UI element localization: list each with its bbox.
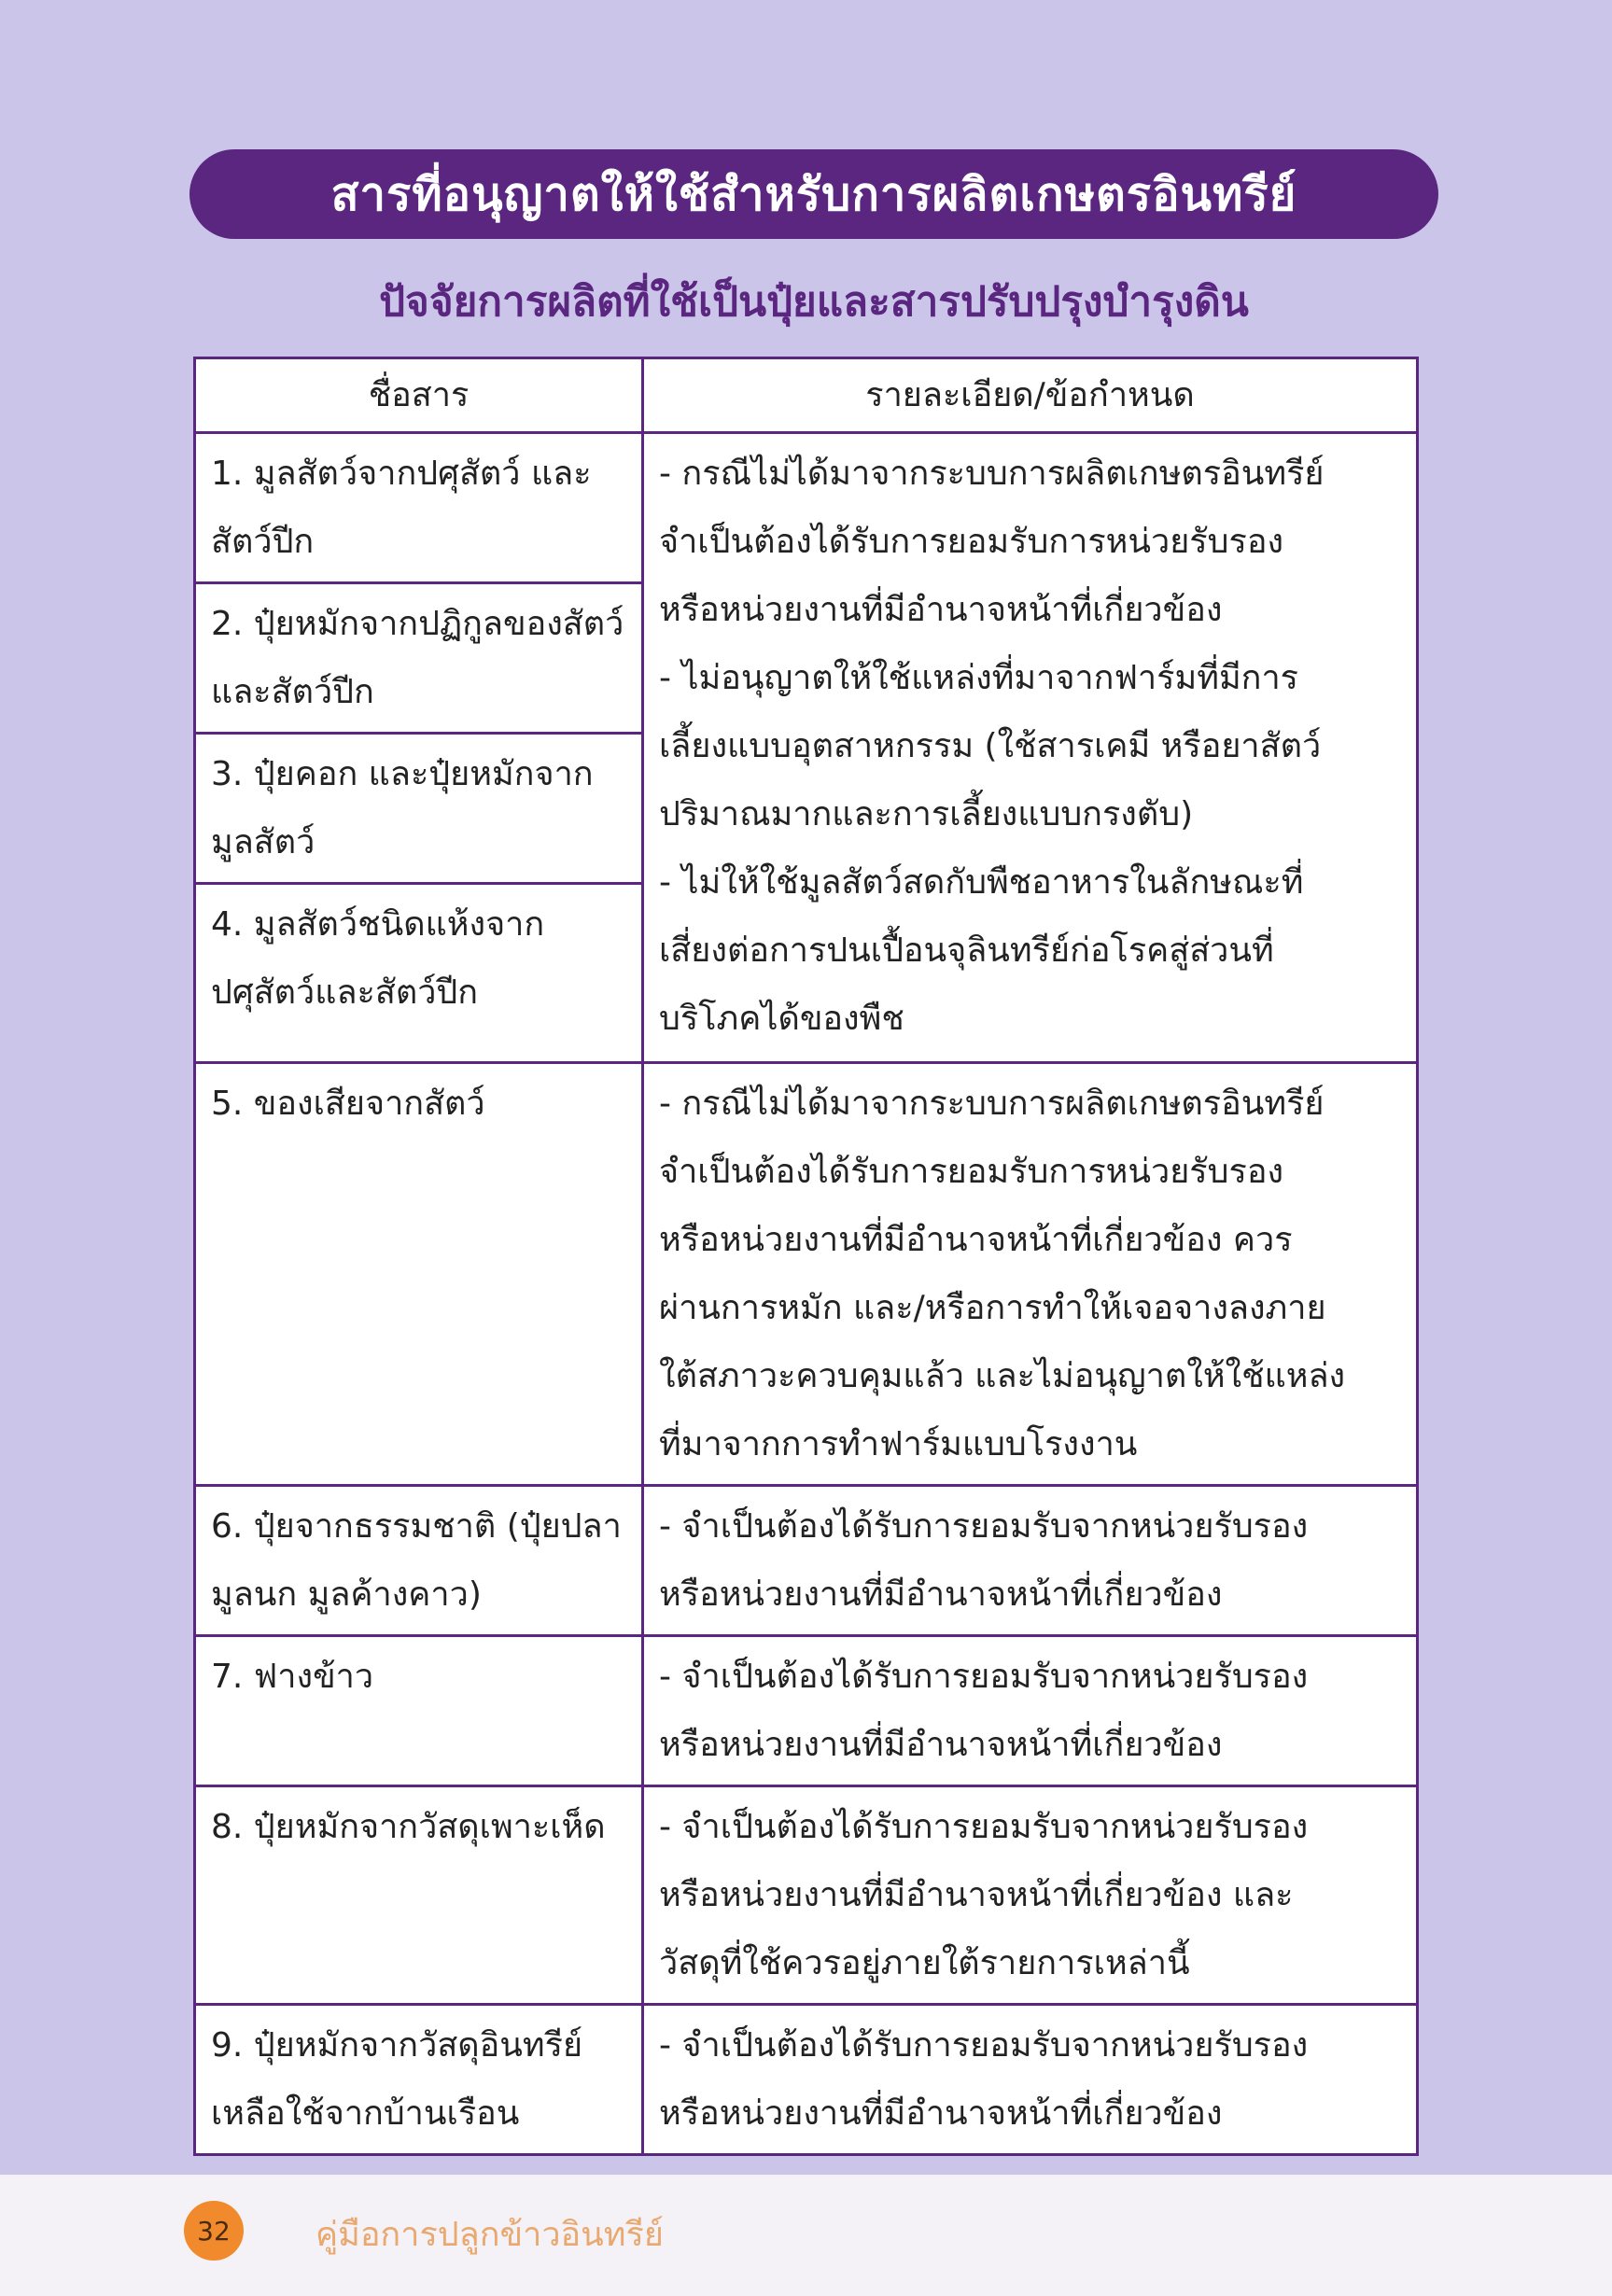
- detail-line: - ไม่ให้ใช้มูลสัตว์สดกับพืชอาหารในลักษณะที่: [659, 863, 1304, 902]
- page-number: 32: [197, 2215, 231, 2247]
- table-row: [195, 2005, 1418, 2155]
- detail-line: - จำเป็นต้องได้รับการยอมรับจากหน่วยรับรอง: [659, 1658, 1309, 1696]
- substance-name: 9. ปุ๋ยหมักจากวัสดุอินทรีย์เหลือใช้จากบ้านเรือน: [195, 2005, 643, 2155]
- table-row: [195, 1786, 1418, 2005]
- page-subtitle: ปัจจัยการผลิตที่ใช้เป็นปุ๋ยและสารปรับปรุงบำรุงดิน: [379, 278, 1249, 326]
- detail-line: - กรณีไม่ได้มาจากระบบการผลิตเกษตรอินทรีย์: [659, 1085, 1325, 1123]
- header-details: รายละเอียด/ข้อกำหนด: [643, 358, 1418, 433]
- page-number-badge: [184, 2201, 244, 2261]
- detail-line: เสี่ยงต่อการปนเปื้อนจุลินทรีย์ก่อโรคสู่ส่วนที่: [659, 931, 1274, 970]
- title-banner: [189, 149, 1438, 239]
- detail-line: หรือหน่วยงานที่มีอำนาจหน้าที่เกี่ยวข้อง ควร: [659, 1221, 1293, 1259]
- detail-line: - ไม่อนุญาตให้ใช้แหล่งที่มาจากฟาร์มที่มีการ: [659, 659, 1299, 697]
- substance-detail: [643, 2005, 1418, 2155]
- detail-line: - จำเป็นต้องได้รับการยอมรับจากหน่วยรับรอง: [659, 1808, 1309, 1846]
- detail-line: จำเป็นต้องได้รับการยอมรับการหน่วยรับรอง: [659, 523, 1284, 561]
- substance-name: 6. ปุ๋ยจากธรรมชาติ (ปุ๋ยปลา มูลนก มูลค้างคาว): [195, 1486, 643, 1636]
- book-title: คู่มือการปลูกข้าวอินทรีย์: [315, 2216, 664, 2254]
- substance-detail: [643, 433, 1418, 1063]
- substance-detail: [643, 1786, 1418, 2005]
- detail-line: ผ่านการหมัก และ/หรือการทำให้เจอจางลงภาย: [659, 1289, 1326, 1327]
- detail-line: ปริมาณมากและการเลี้ยงแบบกรงตับ): [659, 795, 1194, 833]
- table-row: [195, 1636, 1418, 1786]
- substance-detail: [643, 1063, 1418, 1486]
- substance-detail: [643, 1486, 1418, 1636]
- detail-line: บริโภคได้ของพืช: [659, 1000, 904, 1038]
- detail-line: เลี้ยงแบบอุตสาหกรรม (ใช้สารเคมี หรือยาสัตว์: [659, 727, 1322, 765]
- substance-name: 7. ฟางข้าว: [195, 1636, 643, 1786]
- table-header-row: [195, 358, 1418, 433]
- table-row: [195, 1486, 1418, 1636]
- substance-table: [193, 357, 1419, 2156]
- detail-line: ใต้สภาวะควบคุมแล้ว และไม่อนุญาตให้ใช้แหล่ง: [659, 1357, 1346, 1395]
- table-row: [195, 433, 1418, 583]
- detail-line: จำเป็นต้องได้รับการยอมรับการหน่วยรับรอง: [659, 1153, 1284, 1191]
- detail-line: วัสดุที่ใช้ควรอยู่ภายใต้รายการเหล่านี้: [659, 1944, 1190, 1982]
- header-substance-name: ชื่อสาร: [195, 358, 643, 433]
- table-row: [195, 1063, 1418, 1486]
- substance-name: 5. ของเสียจากสัตว์: [195, 1063, 643, 1486]
- page-title: สารที่อนุญาตให้ใช้สำหรับการผลิตเกษตรอินทรีย์: [330, 168, 1297, 221]
- detail-line: ที่มาจากการทำฟาร์มแบบโรงงาน: [659, 1425, 1138, 1463]
- substance-name: 1. มูลสัตว์จากปศุสัตว์ และสัตว์ปีก: [195, 433, 643, 583]
- detail-line: หรือหน่วยงานที่มีอำนาจหน้าที่เกี่ยวข้อง: [659, 2094, 1223, 2133]
- substance-name: 4. มูลสัตว์ชนิดแห้งจากปศุสัตว์และสัตว์ปีก: [195, 884, 643, 1063]
- detail-line: - กรณีไม่ได้มาจากระบบการผลิตเกษตรอินทรีย์: [659, 455, 1325, 493]
- detail-line: หรือหน่วยงานที่มีอำนาจหน้าที่เกี่ยวข้อง: [659, 1726, 1223, 1764]
- substance-name: 8. ปุ๋ยหมักจากวัสดุเพาะเห็ด: [195, 1786, 643, 2005]
- detail-line: หรือหน่วยงานที่มีอำนาจหน้าที่เกี่ยวข้อง: [659, 591, 1223, 629]
- detail-line: หรือหน่วยงานที่มีอำนาจหน้าที่เกี่ยวข้อง: [659, 1575, 1223, 1614]
- substance-detail: [643, 1636, 1418, 1786]
- substance-name: 3. ปุ๋ยคอก และปุ๋ยหมักจากมูลสัตว์: [195, 734, 643, 884]
- detail-line: - จำเป็นต้องได้รับการยอมรับจากหน่วยรับรอง: [659, 1507, 1309, 1546]
- detail-line: หรือหน่วยงานที่มีอำนาจหน้าที่เกี่ยวข้อง และ: [659, 1876, 1294, 1914]
- detail-line: - จำเป็นต้องได้รับการยอมรับจากหน่วยรับรอง: [659, 2026, 1309, 2065]
- substance-name: 2. ปุ๋ยหมักจากปฏิกูลของสัตว์และสัตว์ปีก: [195, 583, 643, 734]
